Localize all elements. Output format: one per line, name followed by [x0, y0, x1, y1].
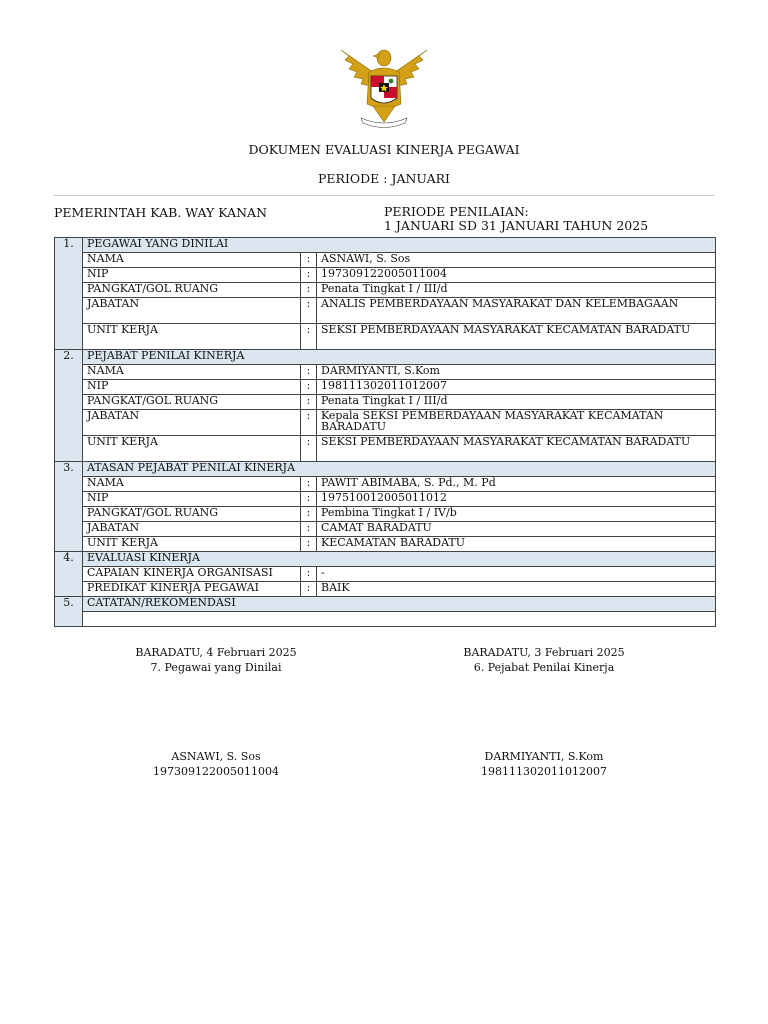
- signature-left-header: [96, 645, 336, 675]
- signer-name: ASNAWI, S. Sos: [171, 750, 261, 763]
- colon: :: [301, 567, 317, 582]
- field-label: NAMA: [83, 253, 301, 268]
- document-title: DOKUMEN EVALUASI KINERJA PEGAWAI: [248, 142, 520, 157]
- section-number: 1.: [55, 238, 83, 350]
- section-header: [55, 462, 716, 477]
- section-title: CATATAN/REKOMENDASI: [83, 597, 716, 612]
- colon: :: [301, 298, 317, 324]
- periode-penilaian-label: PERIODE PENILAIAN:: [384, 204, 529, 219]
- field-label: UNIT KERJA: [83, 436, 301, 462]
- field-label: NIP: [83, 492, 301, 507]
- field-value: SEKSI PEMBERDAYAAN MASYARAKAT KECAMATAN BARADATU: [317, 436, 716, 462]
- table-row: [55, 298, 716, 324]
- section-header: [55, 552, 716, 567]
- field-value: 198111302011012007: [317, 380, 716, 395]
- signature-right-name: [424, 749, 664, 779]
- table-row: [55, 324, 716, 350]
- field-value: SEKSI PEMBERDAYAAN MASYARAKAT KECAMATAN BARADATU: [317, 324, 716, 350]
- colon: :: [301, 477, 317, 492]
- section-title: EVALUASI KINERJA: [83, 552, 716, 567]
- field-value: PAWIT ABIMABA, S. Pd., M. Pd: [317, 477, 716, 492]
- table-row: [55, 253, 716, 268]
- colon: :: [301, 507, 317, 522]
- document-period: PERIODE : JANUARI: [318, 171, 450, 186]
- table-row: [55, 582, 716, 597]
- field-label: NIP: [83, 268, 301, 283]
- field-label: JABATAN: [83, 298, 301, 324]
- table-row: [55, 268, 716, 283]
- divider: [54, 195, 714, 196]
- section-title: PEJABAT PENILAI KINERJA: [83, 350, 716, 365]
- field-value: Penata Tingkat I / III/d: [317, 283, 716, 298]
- table-row: [55, 567, 716, 582]
- field-label: NAMA: [83, 477, 301, 492]
- evaluation-table: [54, 237, 716, 627]
- table-row: [55, 436, 716, 462]
- field-label: PREDIKAT KINERJA PEGAWAI: [83, 582, 301, 597]
- table-row: [55, 477, 716, 492]
- section-number: 5.: [55, 597, 83, 627]
- signature-left-name: [96, 749, 336, 779]
- field-label: UNIT KERJA: [83, 324, 301, 350]
- field-label: UNIT KERJA: [83, 537, 301, 552]
- table-row: [55, 380, 716, 395]
- table-row: [55, 365, 716, 380]
- field-label: CAPAIAN KINERJA ORGANISASI: [83, 567, 301, 582]
- table-row: [55, 395, 716, 410]
- signer-role: 6. Pejabat Penilai Kinerja: [473, 661, 615, 674]
- table-row: [55, 612, 716, 627]
- colon: :: [301, 492, 317, 507]
- colon: :: [301, 395, 317, 410]
- field-value: ASNAWI, S. Sos: [317, 253, 716, 268]
- field-label: NAMA: [83, 365, 301, 380]
- signature-right-header: [424, 645, 664, 675]
- colon: :: [301, 410, 317, 436]
- signer-name: DARMIYANTI, S.Kom: [484, 750, 604, 763]
- table-row: [55, 507, 716, 522]
- field-value: ANALIS PEMBERDAYAAN MASYARAKAT DAN KELEMBAGAAN: [317, 298, 716, 324]
- table-row: [55, 492, 716, 507]
- colon: :: [301, 522, 317, 537]
- periode-penilaian: [384, 205, 648, 233]
- field-label: JABATAN: [83, 410, 301, 436]
- field-label: PANGKAT/GOL RUANG: [83, 395, 301, 410]
- colon: :: [301, 436, 317, 462]
- colon: :: [301, 253, 317, 268]
- field-label: PANGKAT/GOL RUANG: [83, 507, 301, 522]
- field-value: Kepala SEKSI PEMBERDAYAAN MASYARAKAT KECAMATAN BARADATU: [317, 410, 716, 436]
- field-value: KECAMATAN BARADATU: [317, 537, 716, 552]
- signer-nip: 197309122005011004: [153, 765, 279, 778]
- field-label: NIP: [83, 380, 301, 395]
- place-date: BARADATU, 4 Februari 2025: [135, 646, 297, 659]
- colon: :: [301, 365, 317, 380]
- signer-role: 7. Pegawai yang Dinilai: [150, 661, 282, 674]
- colon: :: [301, 283, 317, 298]
- colon: :: [301, 582, 317, 597]
- section-title: ATASAN PEJABAT PENILAI KINERJA: [83, 462, 716, 477]
- table-row: [55, 537, 716, 552]
- colon: :: [301, 324, 317, 350]
- section-title: PEGAWAI YANG DINILAI: [83, 238, 716, 253]
- section-header: [55, 238, 716, 253]
- field-value: CAMAT BARADATU: [317, 522, 716, 537]
- section-header: [55, 350, 716, 365]
- colon: :: [301, 537, 317, 552]
- catatan-content: [83, 612, 716, 627]
- place-date: BARADATU, 3 Februari 2025: [463, 646, 625, 659]
- field-value: 197510012005011012: [317, 492, 716, 507]
- table-row: [55, 410, 716, 436]
- section-number: 2.: [55, 350, 83, 462]
- colon: :: [301, 380, 317, 395]
- table-row: [55, 522, 716, 537]
- field-value: -: [317, 567, 716, 582]
- field-value: Pembina Tingkat I / IV/b: [317, 507, 716, 522]
- signer-nip: 198111302011012007: [481, 765, 607, 778]
- colon: :: [301, 268, 317, 283]
- field-label: JABATAN: [83, 522, 301, 537]
- field-value: DARMIYANTI, S.Kom: [317, 365, 716, 380]
- section-number: 3.: [55, 462, 83, 552]
- field-value: 197309122005011004: [317, 268, 716, 283]
- garuda-emblem-icon: [335, 42, 433, 130]
- table-row: [55, 283, 716, 298]
- periode-penilaian-value: 1 JANUARI SD 31 JANUARI TAHUN 2025: [384, 218, 649, 233]
- instansi: PEMERINTAH KAB. WAY KANAN: [54, 205, 268, 220]
- section-header: [55, 597, 716, 612]
- field-label: PANGKAT/GOL RUANG: [83, 283, 301, 298]
- field-value: BAIK: [317, 582, 716, 597]
- field-value: Penata Tingkat I / III/d: [317, 395, 716, 410]
- section-number: 4.: [55, 552, 83, 597]
